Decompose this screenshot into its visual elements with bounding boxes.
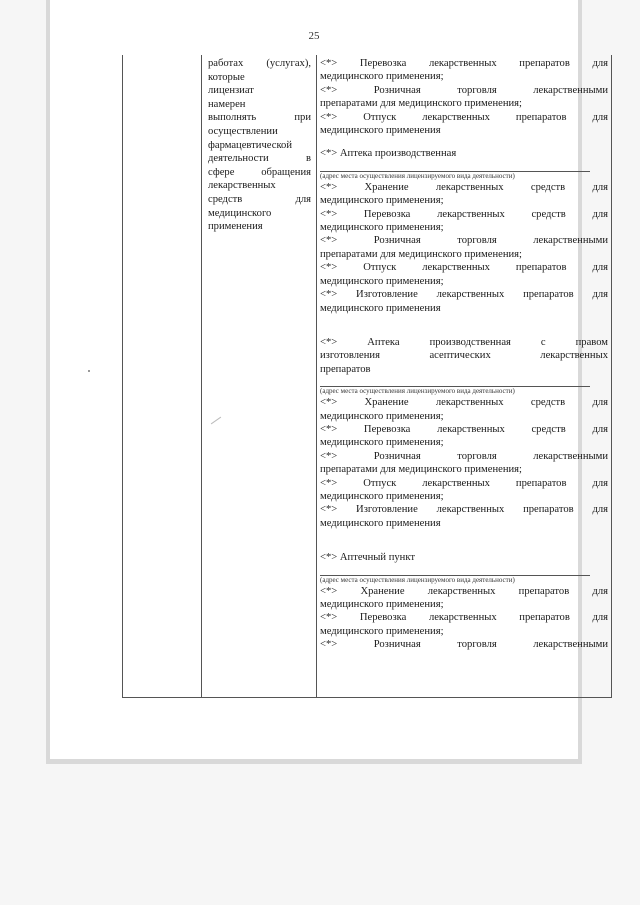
cell-line: лицензиат (208, 85, 254, 97)
activity-line: медицинского применения (320, 302, 441, 314)
license-table (122, 55, 612, 698)
cell-line: которые (208, 71, 245, 83)
activity-line: препаратами для медицинского применения; (320, 98, 522, 110)
section-heading: препаратов (320, 363, 371, 375)
cell-line: работах (услугах), (208, 58, 311, 69)
activity-line: медицинского применения (320, 517, 441, 529)
activity-line: <*> Хранение лекарственных средств для (320, 397, 608, 409)
activity-line: <*> Изготовление лекарственных препаратов для (320, 289, 608, 301)
activity-line: <*> Перевозка лекарственных средств для (320, 208, 608, 220)
cell-line: осуществлении (208, 125, 278, 137)
activity-line: медицинского применения; (320, 410, 444, 422)
cell-line: намерен (208, 98, 246, 110)
activity-line: <*> Отпуск лекарственных препаратов для (320, 111, 608, 123)
column-divider (316, 55, 317, 697)
activities-cell (320, 57, 608, 652)
activity-line: <*> Розничная торговля лекарственными (320, 235, 608, 247)
activity-line: медицинского применения; (320, 437, 444, 449)
scan-artifact (88, 370, 90, 372)
document-page (46, 0, 608, 764)
cell-line: медицинского (208, 207, 272, 219)
activity-line: <*> Перевозка лекарственных препаратов для (320, 612, 608, 624)
cell-line: фармацевтической (208, 139, 293, 151)
activity-line: <*> Розничная торговля лекарственными (320, 450, 608, 462)
activity-line: медицинского применения; (320, 195, 444, 207)
address-caption: (адрес места осуществления лицензируемого вида деятельности) (320, 575, 515, 584)
cell-line: сфере обращения (208, 166, 311, 178)
activity-line: медицинского применения (320, 125, 441, 137)
column-divider (201, 55, 202, 697)
section-heading: <*> Аптечный пункт (320, 552, 415, 564)
activity-line: препаратами для медицинского применения; (320, 464, 522, 476)
activity-line: <*> Перевозка лекарственных средств для (320, 423, 608, 435)
activity-line: <*> Изготовление лекарственных препаратов для (320, 504, 608, 516)
activity-line: препаратами для медицинского применения; (320, 248, 522, 260)
activity-line: медицинского применения; (320, 625, 444, 637)
activity-line: <*> Хранение лекарственных средств для (320, 181, 608, 193)
address-caption: (адрес места осуществления лицензируемого вида деятельности) (320, 171, 515, 180)
activity-line: медицинского применения; (320, 490, 444, 502)
cell-line: применения (208, 221, 263, 233)
section-heading: <*> Аптека производственная (320, 148, 457, 160)
section-heading: изготовления асептических лекарственных (320, 350, 608, 362)
cell-line: выполнять при (208, 112, 311, 124)
section-heading: <*> Аптека производственная с правом (320, 336, 608, 348)
activity-line: <*> Перевозка лекарственных препаратов для (320, 58, 608, 69)
address-caption: (адрес места осуществления лицензируемого вида деятельности) (320, 387, 515, 396)
works-description-cell (208, 57, 311, 234)
cell-line: деятельности в (208, 153, 311, 165)
cell-line: средств для (208, 193, 311, 205)
cell-line: лекарственных (208, 180, 276, 192)
activity-line: <*> Розничная торговля лекарственными (320, 639, 608, 651)
activity-line: медицинского применения; (320, 599, 444, 610)
activity-line: <*> Отпуск лекарственных препаратов для (320, 262, 608, 274)
activity-line: <*> Розничная торговля лекарственными (320, 84, 608, 96)
activity-line: медицинского применения; (320, 275, 444, 287)
activity-line: медицинского применения; (320, 222, 444, 234)
activity-line: медицинского применения; (320, 71, 444, 83)
page-number: 25 (308, 30, 320, 42)
activity-line: <*> Отпуск лекарственных препаратов для (320, 477, 608, 489)
activity-line: <*> Хранение лекарственных препаратов для (320, 585, 608, 597)
